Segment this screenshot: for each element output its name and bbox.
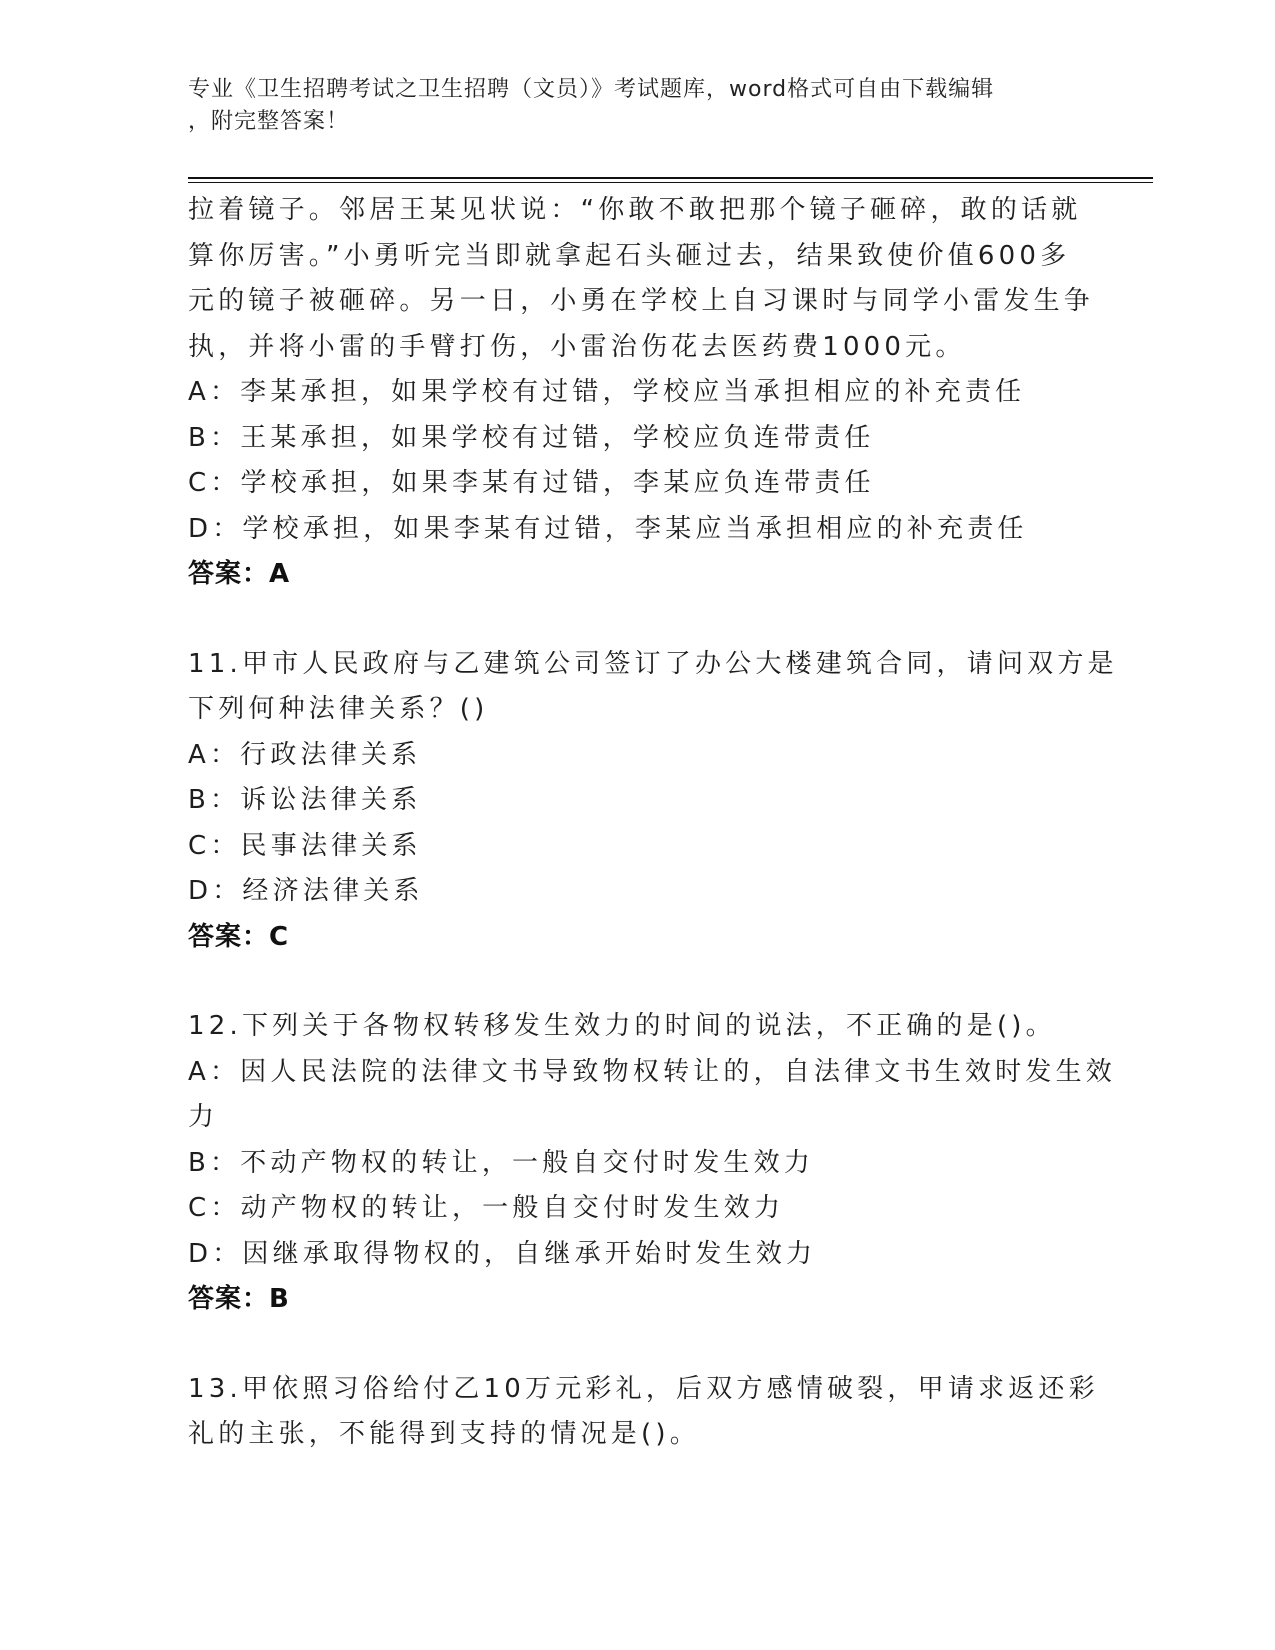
- spacer: [188, 1323, 1088, 1367]
- question-12: [188, 1004, 1116, 1323]
- answer-label: 答案：B: [188, 1284, 290, 1314]
- document-header: [188, 74, 1088, 138]
- option-a-continued: 力: [188, 1102, 219, 1132]
- question-text-line: 13.甲依照习俗给付乙10万元彩礼，后双方感情破裂，甲请求返还彩: [188, 1373, 1099, 1404]
- option-c: C：学校承担，如果李某有过错，李某应负连带责任: [188, 468, 875, 498]
- option-a: A：因人民法院的法律文书导致物权转让的，自法律文书生效时发生效: [188, 1056, 1116, 1087]
- answer-label: 答案：C: [188, 921, 290, 952]
- question-text-line: 12.下列关于各物权转移发生效力的时间的说法，不正确的是()。: [188, 1011, 1056, 1041]
- question-text-line: 元的镜子被砸碎。另一日，小勇在学校上自习课时与同学小雷发生争: [188, 286, 1095, 316]
- question-text-line: 执，并将小雷的手臂打伤，小雷治伤花去医药费1000元。: [188, 331, 966, 362]
- question-text-line: 11.甲市人民政府与乙建筑公司签订了办公大楼建筑合同，请问双方是: [188, 648, 1118, 679]
- answer-label: 答案：A: [188, 559, 291, 589]
- option-a: A：李某承担，如果学校有过错，学校应当承担相应的补充责任: [188, 377, 1026, 407]
- question-10: [188, 188, 1095, 598]
- question-text-line: 礼的主张，不能得到支持的情况是()。: [188, 1419, 700, 1449]
- question-text-line: 算你厉害。”小勇听完当即就拿起石头砸过去，结果致使价值600多: [188, 240, 1071, 271]
- option-d: D：学校承担，如果李某有过错，李某应当承担相应的补充责任: [188, 513, 1028, 544]
- question-11: [188, 642, 1118, 961]
- header-divider-thick: [188, 177, 1153, 179]
- option-c: C：动产物权的转让，一般自交付时发生效力: [188, 1193, 785, 1223]
- question-13: [188, 1367, 1099, 1458]
- question-text-line: 下列何种法律关系？(): [188, 694, 489, 724]
- header-line-1: 专业《卫生招聘考试之卫生招聘（文员）》考试题库，word格式可自由下载编辑: [188, 77, 995, 102]
- option-d: D：因继承取得物权的，自继承开始时发生效力: [188, 1238, 817, 1269]
- document-body: [188, 188, 1118, 1458]
- option-b: B：不动产物权的转让，一般自交付时发生效力: [188, 1147, 815, 1178]
- header-divider-thin: [188, 182, 1153, 183]
- question-text-line: 拉着镜子。邻居王某见状说：“你敢不敢把那个镜子砸碎，敢的话就: [188, 195, 1082, 225]
- option-b: B：诉讼法律关系: [188, 785, 422, 815]
- spacer: [188, 960, 1088, 1004]
- header-line-2: ，附完整答案！: [188, 109, 350, 134]
- option-c: C：民事法律关系: [188, 830, 422, 861]
- spacer: [188, 598, 1088, 642]
- option-b: B：王某承担，如果学校有过错，学校应负连带责任: [188, 422, 875, 453]
- option-d: D：经济法律关系: [188, 876, 424, 906]
- option-a: A：行政法律关系: [188, 739, 422, 770]
